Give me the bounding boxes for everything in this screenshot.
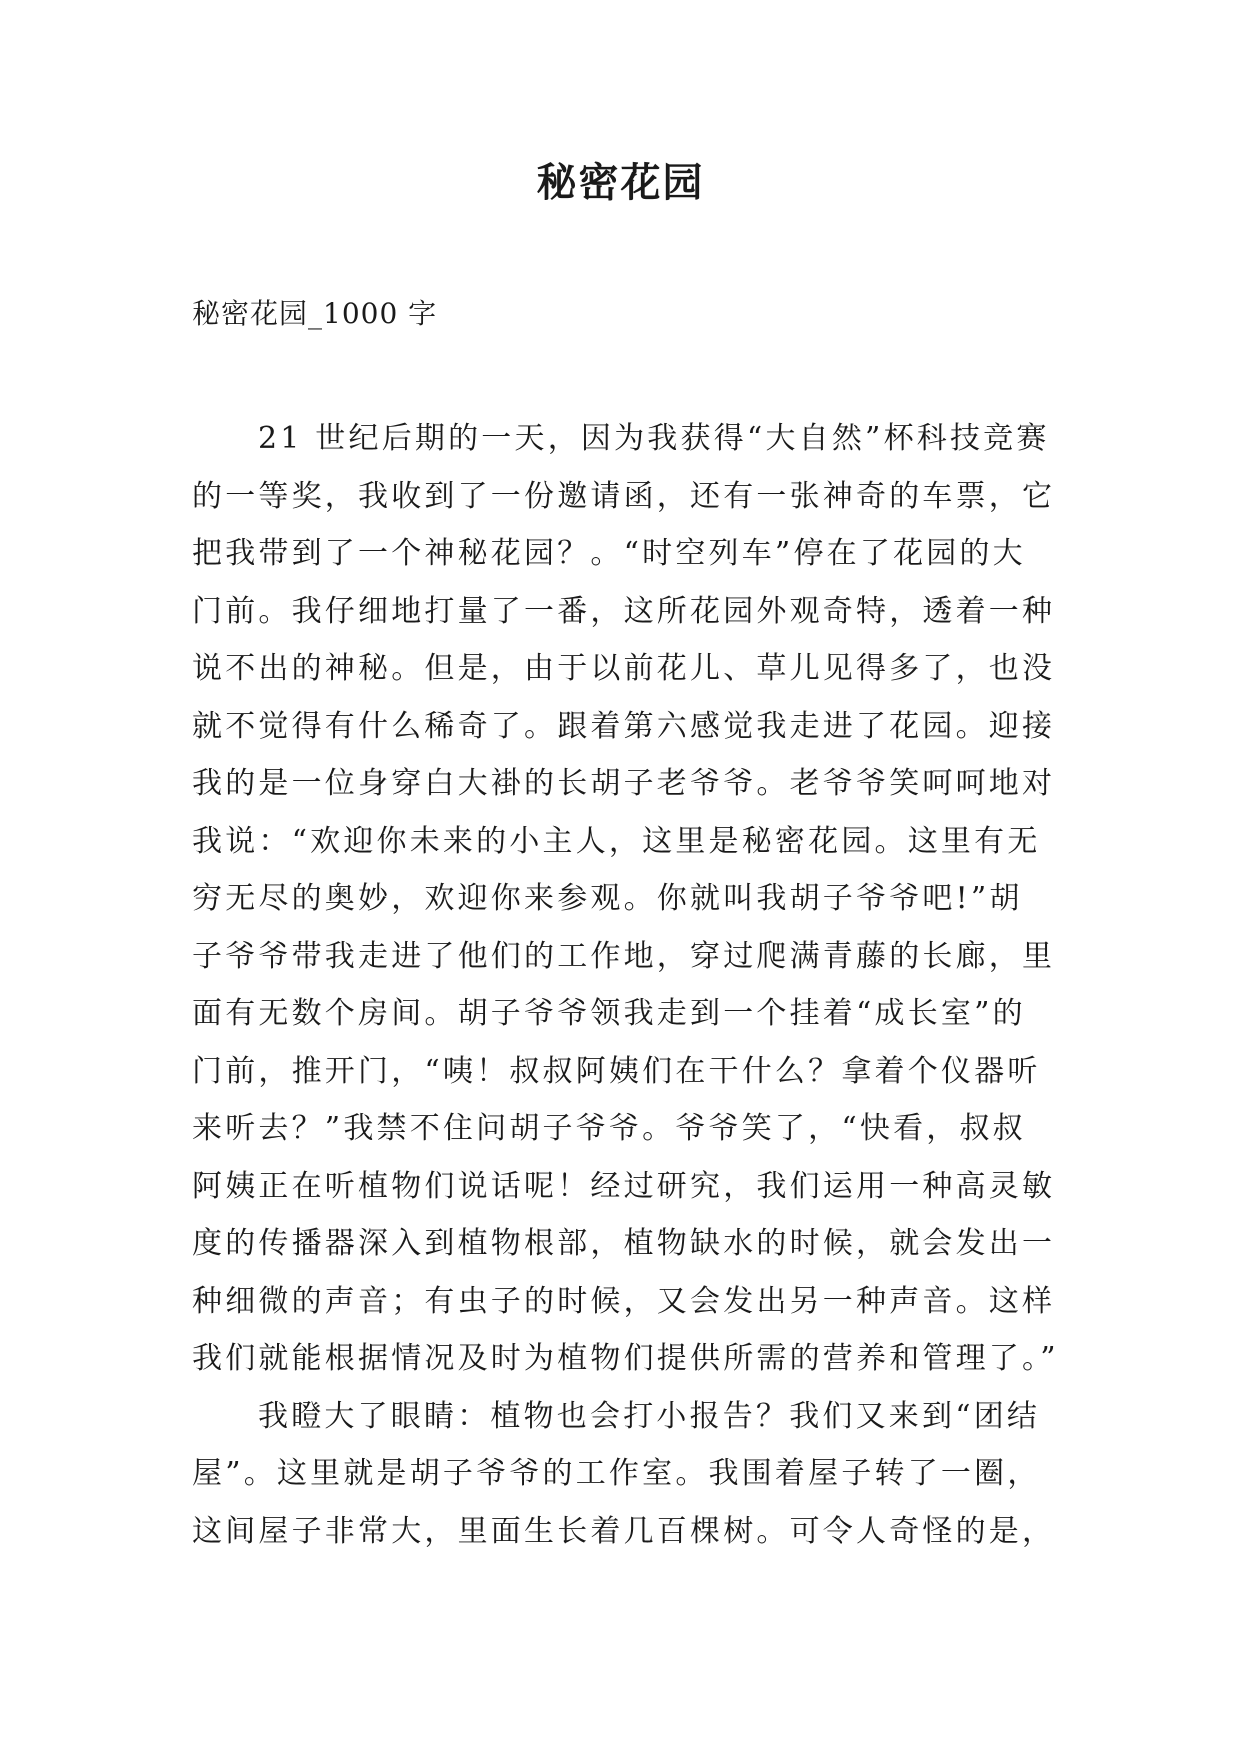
body-line: 面有无数个房间。胡子爷爷领我走到一个挂着“成长室”的: [192, 996, 1026, 1031]
body-line: 就不觉得有什么稀奇了。跟着第六感觉我走进了花园。迎接: [192, 708, 1056, 744]
body-line: 门前。我仔细地打量了一番，这所花园外观奇特，透着一种: [192, 593, 1056, 629]
document-body: [192, 410, 1059, 1560]
body-line: 我们就能根据情况及时为植物们提供所需的营养和管理了。”: [192, 1341, 1059, 1376]
document-subtitle: 秘密花园_1000 字: [192, 297, 438, 330]
body-line: 我说：“欢迎你未来的小主人，这里是秘密花园。这里有无: [192, 823, 1041, 859]
body-line: 子爷爷带我走进了他们的工作地，穿过爬满青藤的长廊，里: [192, 938, 1056, 974]
body-line: 21 世纪后期的一天，因为我获得“大自然”杯科技竞赛: [258, 421, 1050, 456]
body-line: 穷无尽的奥妙，欢迎你来参观。你就叫我胡子爷爷吧!”胡: [192, 881, 1023, 916]
body-line: 种细微的声音；有虫子的时候，又会发出另一种声音。这样: [192, 1283, 1056, 1319]
document-title: 秘密花园: [536, 160, 705, 206]
body-line: 的一等奖，我收到了一份邀请函，还有一张神奇的车票，它: [192, 478, 1056, 514]
body-line: 屋”。这里就是胡子爷爷的工作室。我围着屋子转了一圈，: [192, 1456, 1041, 1491]
body-line: 门前，推开门，“咦！叔叔阿姨们在干什么？拿着个仪器听: [192, 1053, 1041, 1089]
body-line: 这间屋子非常大，里面生长着几百棵树。可令人奇怪的是，: [192, 1513, 1056, 1549]
body-line: 阿姨正在听植物们说话呢！经过研究，我们运用一种高灵敏: [192, 1168, 1056, 1204]
body-line: 把我带到了一个神秘花园？。“时空列车”停在了花园的大: [192, 536, 1026, 571]
body-line: 我的是一位身穿白大褂的长胡子老爷爷。老爷爷笑呵呵地对: [192, 766, 1056, 801]
body-line: 度的传播器深入到植物根部，植物缺水的时候，就会发出一: [192, 1226, 1056, 1261]
body-line: 来听去？”我禁不住问胡子爷爷。爷爷笑了，“快看，叔叔: [192, 1111, 1026, 1146]
body-line: 说不出的神秘。但是，由于以前花儿、草儿见得多了，也没: [192, 651, 1056, 686]
body-line: 我瞪大了眼睛：植物也会打小报告？我们又来到“团结: [258, 1398, 1041, 1434]
